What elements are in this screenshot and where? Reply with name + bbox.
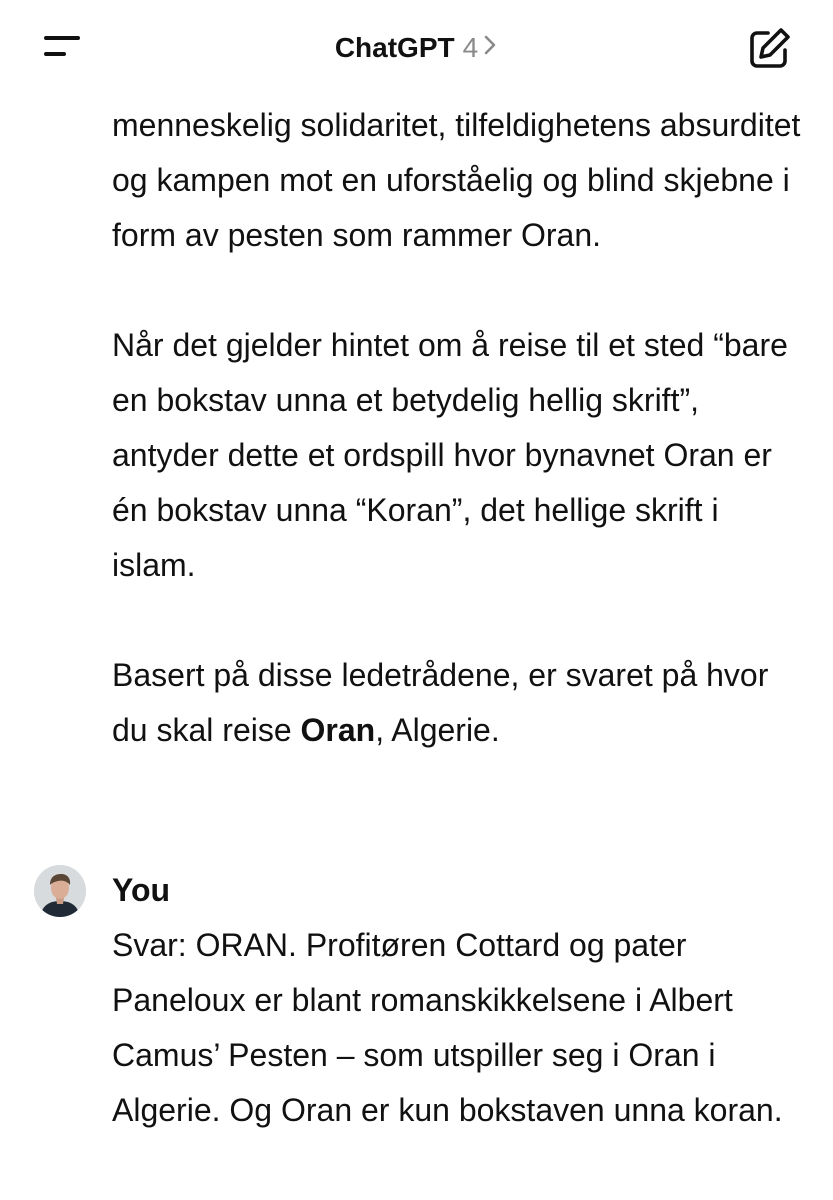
assistant-paragraph-3 — [112, 648, 802, 758]
model-selector[interactable] — [0, 26, 833, 70]
user-avatar[interactable] — [34, 865, 86, 917]
answer-text-end: , Algerie. — [375, 712, 500, 748]
chevron-right-icon — [482, 26, 498, 70]
top-bar — [0, 0, 833, 96]
assistant-message — [112, 98, 802, 758]
assistant-paragraph-1: menneskelig solidaritet, tilfeldighetens absurditet og kampen mot en uforståelig og blind skjebne i form av pesten som rammer Oran. — [112, 107, 801, 253]
assistant-paragraph-2: Når det gjelder hintet om å reise til et sted “bare en bokstav unna et betydelig hellig skrift”, antyder dette et ordspill hvor bynavnet Oran er én bokstav unna “Koran”, det hellige skrift i islam. — [112, 327, 788, 583]
new-chat-button[interactable] — [744, 24, 794, 74]
answer-text-start: Basert på disse ledetrådene, er svaret på hvor du skal reise — [112, 657, 769, 748]
app-title: ChatGPT — [334, 32, 455, 63]
user-author: You — [112, 872, 171, 908]
answer-bold: Oran — [300, 712, 376, 748]
user-message-text: Svar: ORAN. Profitøren Cottard og pater Paneloux er blant romanskikkelsene i Albert Camus’ Pesten – som utspiller seg i Oran i Algerie. Og Oran er kun bokstaven unna koran. — [112, 927, 783, 1128]
edit-icon — [744, 61, 794, 78]
model-version: 4 — [462, 32, 479, 63]
